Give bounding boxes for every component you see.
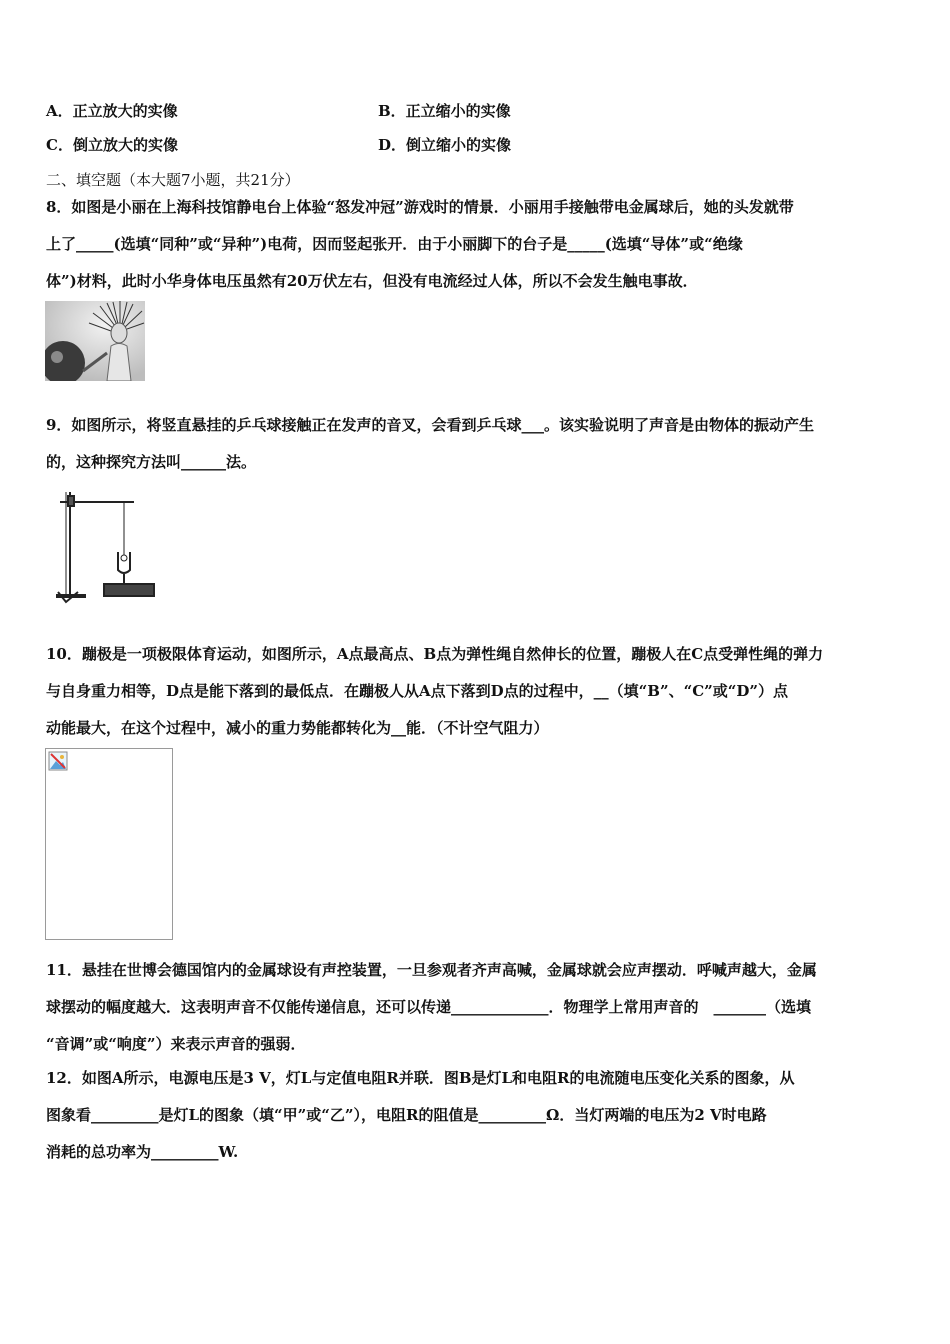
q10-line-2: 与自身重力相等，D点是能下落到的最低点．在蹦极人从A点下落到D点的过程中，__（填“B”、“C”或“D”）点: [46, 682, 789, 700]
q10-broken-image-placeholder: [45, 748, 173, 940]
q11-line-2: 球摆动的幅度越大．这表明声音不仅能传递信息，还可以传递_____________．物理学上常用声音的 _______（选填: [46, 998, 812, 1016]
q11-line-1: 11．悬挂在世博会德国馆内的金属球设有声控装置，一旦参观者齐声高喊，金属球就会应声摆动．呼喊声越大，金属: [46, 961, 817, 979]
q10-line-1: 10．蹦极是一项极限体育运动，如图所示，A点最高点、B点为弹性绳自然伸长的位置，蹦极人在C点受弹性绳的弹力: [46, 645, 824, 663]
q9-line-2: 的，这种探究方法叫______法。: [46, 453, 257, 471]
option-c: C．倒立放大的实像: [46, 136, 178, 154]
q8-line-1: 8．如图是小丽在上海科技馆静电台上体验“怒发冲冠”游戏时的情景．小丽用手接触带电金属球后，她的头发就带: [46, 198, 794, 216]
q11-line-3: “音调”或“响度”）来表示声音的强弱．: [46, 1035, 306, 1053]
q10-line-3: 动能最大，在这个过程中，减小的重力势能都转化为__能．（不计空气阻力）: [46, 719, 549, 737]
q9-tuning-fork-figure: [46, 484, 162, 604]
q8-line-2: 上了_____(选填“同种”或“异种”)电荷，因而竖起张开．由于小丽脚下的台子是_____(选填“导体”或“绝缘: [46, 235, 743, 253]
section-title: 二、填空题（本大题7小题，共21分）: [46, 171, 300, 189]
option-a: A．正立放大的实像: [46, 102, 178, 120]
q12-line-1: 12．如图A所示，电源电压是3 V，灯L与定值电阻R并联．图B是灯L和电阻R的电流随电压变化关系的图象，从: [46, 1069, 795, 1087]
q8-static-hair-photo: [45, 301, 145, 381]
broken-image-icon: [48, 751, 68, 771]
q12-line-3: 消耗的总功率为_________W.: [46, 1143, 239, 1161]
q12-line-2: 图象看_________是灯L的图象（填“甲”或“乙”），电阻R的阻值是_________Ω．当灯两端的电压为2 V时电路: [46, 1106, 767, 1124]
q8-line-3: 体”)材料，此时小华身体电压虽然有20万伏左右，但没有电流经过人体，所以不会发生触电事故．: [46, 272, 698, 290]
option-b: B．正立缩小的实像: [378, 102, 511, 120]
q9-line-1: 9．如图所示，将竖直悬挂的乒乓球接触正在发声的音叉，会看到乒乓球___。该实验说明了声音是由物体的振动产生: [46, 416, 814, 434]
option-d: D．倒立缩小的实像: [378, 136, 512, 154]
